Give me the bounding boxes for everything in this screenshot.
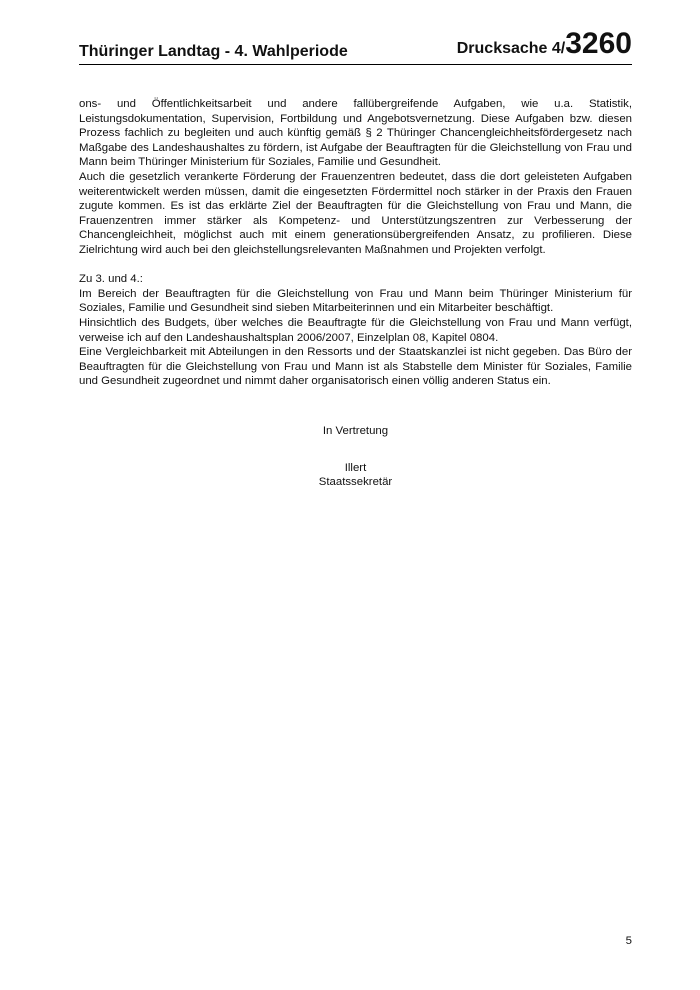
signatory-name: Illert [344, 461, 367, 474]
document-label: Drucksache 4/ [456, 40, 566, 57]
paragraph-staff: Im Bereich der Beauftragten für die Gleichstellung von Frau und Mann beim Thüringer Ministerium für Soziales, Familie und Gesundheit sind sieben Mitarbeiterinnen und ein Mitarbeiter beschäftigt. [79, 287, 632, 315]
parliament-title: Thüringer Landtag - 4. Wahlperiode [79, 43, 348, 60]
header-divider [79, 64, 632, 65]
representation-note: In Vertretung [322, 425, 389, 437]
section-heading-3-4: Zu 3. und 4.: [79, 273, 143, 286]
paragraph-women-centres: Auch die gesetzlich verankerte Förderung der Frauenzentren bedeutet, dass die dort geleisteten Aufgaben weiterentwickelt werden müssen, damit die eingesetzten Fördermittel noch stärker in der Praxis den Frauen zugute kommen. Es ist das erklärte Ziel der Beauftragten für die Gleichstellung von Frau und Mann, die Frauenzentren immer stärker als Kompetenz- und Unterstützungszentren zur Verbesserung der Chancengleichheit, möglichst auch mit einem generationsübergreifenden Ansatz, zu profilieren. Diese Zielrichtung wird auch bei den gleichstellungsrelevanten Maßnahmen und Projekten verfolgt. [79, 170, 632, 256]
paragraph-budget: Hinsichtlich des Budgets, über welches die Beauftragte für die Gleichstellung von Frau und Mann verfügt, verweise ich auf den Landeshaushaltsplan 2006/2007, Einzelplan 08, Kapitel 0804. [79, 316, 632, 344]
paragraph-public-relations: ons- und Öffentlichkeitsarbeit und andere fallübergreifende Aufgaben, wie u.a. Statistik, Leistungsdokumentation, Supervision, Fortbildung und Angebotsvernetzung. Diese Aufgaben bzw. diesen Prozess fachlich zu begleiten und auch künftig gemäß § 2 Thüringer Chancengleichheitsfördergesetz nach Maßgabe des Landeshaushaltes zu fördern, ist Aufgabe der Beauftragten für die Gleichstellung von Frau und Mann beim Thüringer Ministerium für Soziales, Familie und Gesundheit. [79, 98, 632, 169]
document-body [79, 97, 632, 389]
page-number: 5 [625, 935, 632, 947]
signatory-title: Staatssekretär [318, 476, 393, 489]
page-header [79, 27, 632, 64]
paragraph-comparability: Eine Vergleichbarkeit mit Abteilungen in den Ressorts und der Staatskanzlei ist nicht gegeben. Das Büro der Beauftragten für die Gleichstellung von Frau und Mann ist als Stabstelle dem Minister für Soziales, Familie und Gesundheit zugeordnet und nimmt daher organisatorisch einen völlig anderen Status ein. [79, 346, 632, 388]
document-number: 3260 [565, 27, 632, 60]
signature-block [79, 424, 632, 490]
document-reference [457, 27, 632, 61]
